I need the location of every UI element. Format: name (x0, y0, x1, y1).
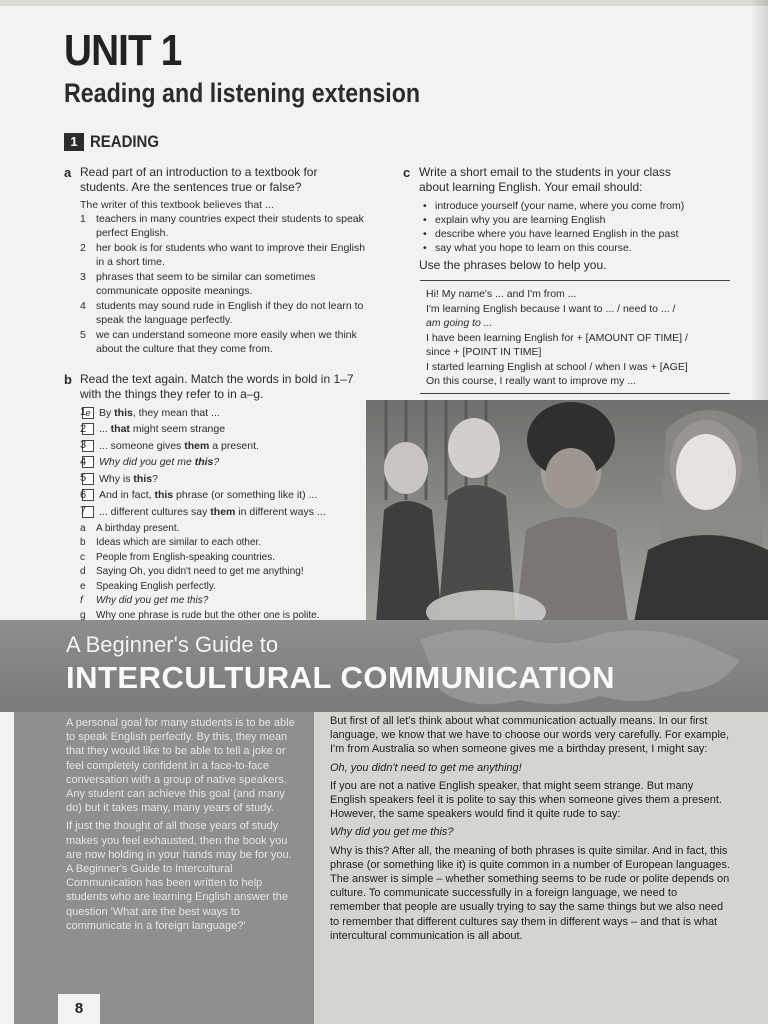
students-photo (366, 400, 768, 622)
match-row (80, 488, 380, 504)
bullet-item: • introduce yourself (your name, where you come from) (423, 199, 739, 213)
use-phrases-instruction: Use the phrases below to help you. (419, 258, 607, 272)
task-b-instruction-line-2: with the things they refer to in a–g. (80, 387, 264, 401)
task-b (64, 372, 380, 623)
option-letter: e (80, 580, 86, 592)
article-paragraph: If you are not a native English speaker, that might seem strange. But many English speakers feel it is polite to say this when someone gives them a present. However, the same speakers would find it quite rude to say: (330, 779, 722, 821)
bold-word: that (110, 423, 130, 436)
option-text: Ideas which are similar to each other. (96, 537, 262, 548)
match-row (80, 455, 380, 471)
item-line: speak the language perfectly. (96, 314, 233, 326)
item-line: perfect English. (96, 227, 169, 239)
unit-title: UNIT 1 (64, 26, 182, 75)
text-part: By (99, 406, 115, 419)
match-row (80, 438, 380, 454)
option-text: People from English-speaking countries. (96, 551, 275, 563)
match-number: 2 (80, 422, 87, 435)
banner-title: INTERCULTURAL COMMUNICATION (66, 660, 616, 695)
option-text: A birthday present. (96, 522, 180, 534)
match-text (99, 472, 158, 486)
phrase-line: am going to ... (426, 317, 493, 329)
article-quote: Oh, you didn't need to get me anything! (330, 761, 522, 774)
article-quote: Why did you get me this? (330, 826, 454, 839)
option-item (80, 522, 380, 537)
text-part: phrase (or something like it) ... (173, 489, 318, 502)
text-part: , they mean that ... (132, 406, 220, 419)
bold-word: this (154, 489, 174, 502)
option-item (80, 594, 380, 609)
task-c-instruction-line-1: Write a short email to the students in your class (419, 165, 671, 179)
match-number: 7 (80, 505, 87, 517)
text-part: Why is (99, 472, 134, 485)
section-heading (64, 132, 168, 152)
bold-word: this (114, 406, 133, 419)
phrase-line: On this course, I really want to improve my ... (426, 375, 637, 387)
match-row (80, 422, 380, 438)
bullet-item: • explain why you are learning English (423, 213, 739, 227)
task-b-match-list (80, 405, 380, 520)
text-part: in different ways ... (235, 505, 326, 518)
bullet-item: • say what you hope to learn on this course. (423, 241, 739, 255)
text-part: a present. (209, 439, 259, 452)
phrase-line: I started learning English at school / when I was + [AGE] (426, 360, 688, 373)
match-row (80, 504, 380, 520)
bullet-item: • describe where you have learned English in the past (423, 227, 739, 241)
match-number: 1 (80, 406, 87, 418)
option-letter: d (80, 566, 86, 577)
section-number: 1 (64, 133, 84, 151)
bold-word: them (184, 439, 210, 452)
option-item (80, 536, 380, 551)
task-a-lead: The writer of this textbook believes that ... (80, 199, 274, 211)
option-item (80, 580, 380, 595)
article-paragraph: Why is this? After all, the meaning of both phrases is quite similar. And in fact, this phrase (or something like it) is quite common in a number of European languages. The answer is simple – whether something seems to be rude or polite depends on culture. To communicate successfully in a foreign language, we need to remember that people are usually trying to say the same things but we also need to remember that different cultures say them in different ways – and that is what intercultural communication is all about. (330, 844, 730, 942)
match-number: 3 (80, 439, 87, 451)
option-text: Why one phrase is rude but the other one is polite. (96, 609, 320, 621)
phrase-line: I have been learning English for + [AMOUNT OF TIME] / (426, 331, 688, 344)
match-row (80, 405, 380, 421)
item-number: 3 (80, 271, 86, 283)
item-number: 5 (80, 329, 86, 341)
bold-word: them (210, 505, 236, 518)
match-row (80, 471, 380, 487)
option-item (80, 551, 380, 566)
phrase-line: Hi! My name's ... and I'm from ... (426, 288, 577, 300)
item-line: students may sound rude in English if they do not learn to (96, 300, 364, 312)
section-label: READING (90, 132, 159, 151)
article-left-column (66, 716, 298, 937)
item-number: 1 (80, 213, 86, 225)
option-letter: g (80, 609, 86, 621)
list-item (80, 212, 380, 240)
item-line: her book is for students who want to improve their English (96, 242, 366, 254)
article-right-column (330, 714, 730, 947)
task-a-instruction-line-2: students. Are the sentences true or false? (80, 180, 302, 194)
text-part: ... someone gives (99, 439, 185, 452)
bold-word: this (194, 456, 214, 469)
match-text (99, 455, 219, 469)
page-number: 8 (58, 994, 100, 1024)
option-text: Speaking English perfectly. (96, 580, 216, 592)
option-letter: b (80, 537, 86, 548)
task-c-instruction-line-2: about learning English. Your email should: (419, 180, 643, 194)
task-c-bullets (423, 199, 739, 255)
list-item (80, 241, 380, 269)
match-text (99, 422, 225, 436)
item-number: 4 (80, 300, 86, 312)
option-letter: c (80, 551, 85, 563)
match-text (99, 406, 220, 420)
answer-box[interactable]: e (82, 407, 94, 419)
option-text: Saying Oh, you didn't need to get me anything! (96, 566, 304, 577)
item-line: communicate opposite meanings. (96, 285, 253, 297)
text-part: might seem strange (129, 423, 226, 436)
page-top-edge (0, 0, 768, 6)
option-item (80, 565, 380, 580)
students-photo-illustration (366, 400, 768, 622)
item-line: teachers in many countries expect their students to speak (96, 213, 364, 225)
text-part: And in fact, (99, 489, 155, 502)
task-a-letter: a (64, 165, 72, 180)
match-number: 4 (80, 455, 87, 468)
task-a (64, 165, 380, 357)
task-a-list (80, 212, 380, 356)
match-text (99, 505, 326, 519)
unit-subtitle: Reading and listening extension (64, 78, 421, 108)
task-c-letter: c (403, 165, 411, 180)
option-letter: f (80, 595, 83, 606)
match-number: 5 (80, 472, 87, 484)
bold-word: this (133, 472, 153, 485)
task-b-instruction-line-1: Read the text again. Match the words in bold in 1–7 (80, 372, 354, 386)
task-a-instruction-line-1: Read part of an introduction to a textbook for (80, 165, 318, 179)
task-b-options (80, 522, 380, 624)
item-line: phrases that seem to be similar can sometimes (96, 271, 316, 283)
text-part: Why did you get me (99, 456, 195, 469)
list-item (80, 270, 380, 298)
phrase-box (420, 280, 730, 394)
text-part: ? (152, 472, 158, 485)
match-text (99, 488, 317, 502)
list-item (80, 299, 380, 327)
phrase-line: since + [POINT IN TIME] (426, 346, 542, 358)
item-line: in a short time. (96, 256, 165, 268)
item-number: 2 (80, 242, 86, 254)
phrase-line: I'm learning English because I want to ... / need to ... / (426, 302, 676, 315)
text-part: ... (99, 423, 111, 436)
text-part: ? (213, 456, 220, 469)
article-paragraph: But first of all let's think about what communication actually means. In our first language, we know that we have to choose our words very carefully. For example, I'm from Australia so when someone gives me a birthday present, I might say: (330, 715, 730, 756)
item-line: about the culture that they come from. (96, 343, 273, 355)
task-b-letter: b (64, 372, 72, 387)
option-letter: a (80, 522, 86, 534)
list-item (80, 328, 380, 356)
task-c (403, 165, 739, 273)
article-paragraph: If just the thought of all those years of study makes you feel exhausted, then the book you are now holding in your hands may be for you. A Beginner's Guide to Intercultural Communication has been written to help students who are learning English answer the question 'What are the best ways to communicate in a foreign language?' (66, 820, 292, 932)
option-text: Why did you get me this? (96, 595, 209, 606)
match-text (99, 439, 259, 453)
match-number: 6 (80, 488, 87, 501)
banner-subtitle: A Beginner's Guide to (66, 632, 279, 657)
item-line: we can understand someone more easily when we think (96, 329, 357, 341)
article-paragraph: A personal goal for many students is to be able to speak English perfectly. By this, they mean that they would like to be able to tell a joke or feel completely confident in a face-to-face conversation with a group of native speakers. Any student can achieve this goal (and many do) but it takes many, many years of study. (66, 717, 295, 815)
text-part: ... different cultures say (99, 505, 211, 518)
